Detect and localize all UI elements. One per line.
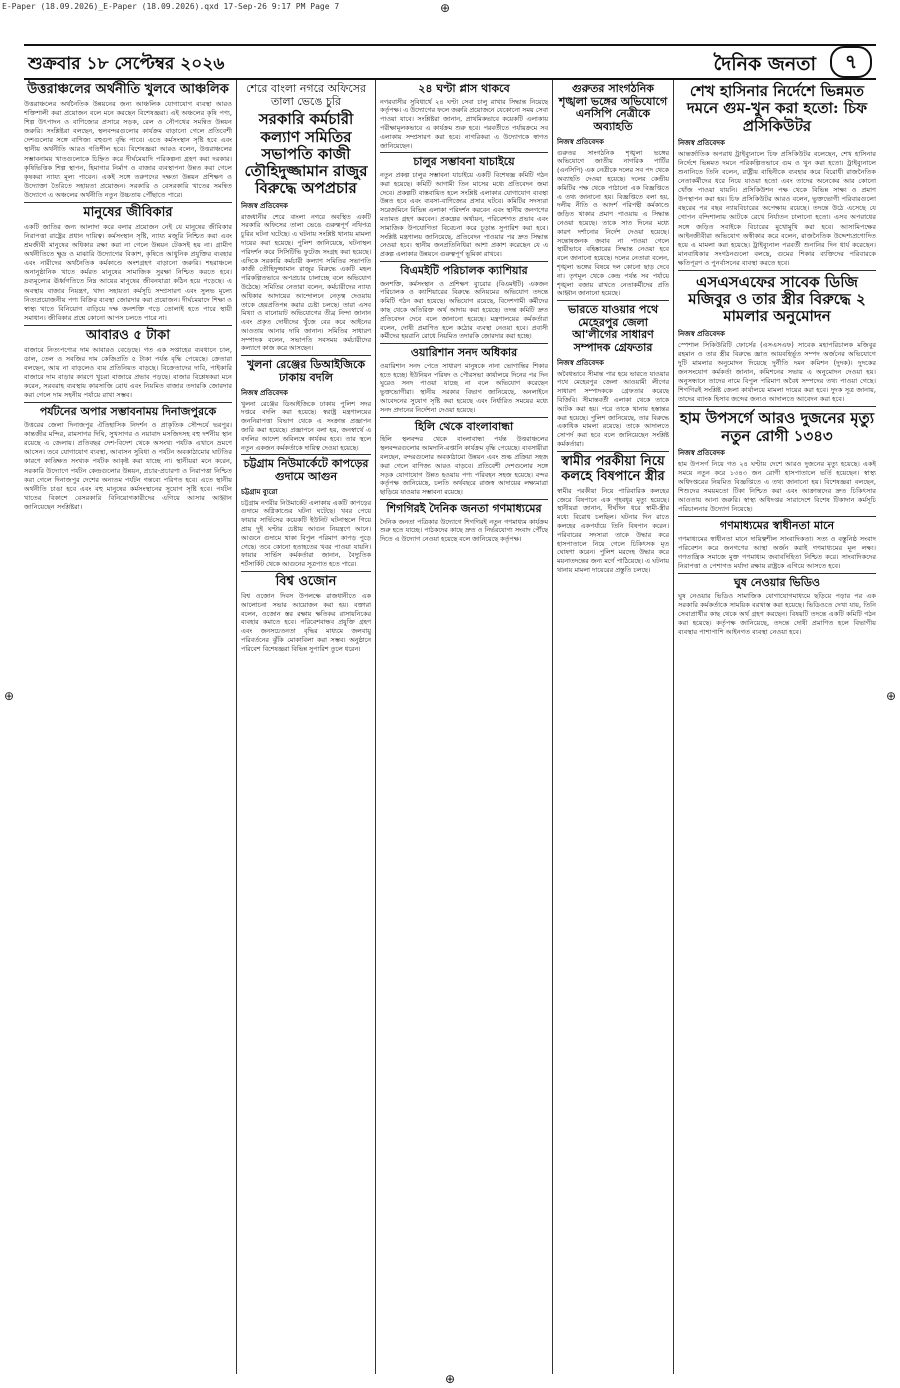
article-body: উত্তরের জেলা দিনাজপুর ঐতিহাসিক নিদর্শন ও প্রাকৃতিক সৌন্দর্যে ভরপুর। কান্তজীর মন্দির, রামসাগর দিঘি, সুখসাগর ও নয়াবাদ মসজিদসহ বহু দর্শনীয় স্থান রয়েছে এ জেলায়। প্রতিবছর দেশ-বিদেশ থেকে অসংখ্য পর্যটক এখানে ভ্রমণে আসেন। তবে যোগাযোগ ব্যবস্থা, আবাসন সুবিধা ও পর্যটন অবকাঠামোর ঘাটতির কারণে কাঙ্ক্ষিত সংখ্যক পর্যটক আকৃষ্ট করা যাচ্ছে না। স্থানীয়রা মনে করেন, সরকারি উদ্যোগে পর্যটন কেন্দ্রগুলোর উন্নয়ন, প্রচার-প্রচারণা ও নিরাপত্তা নিশ্চিত করা গেলে দিনাজপুর দেশের অন্যতম পর্যটন গন্তব্যে পরিণত হবে। এতে স্থানীয় অর্থনীতি চাঙা হবে এবং বহু মানুষের কর্মসংস্থানের সুযোগ সৃষ্টি হবে। পর্যটন খাতের বিকাশে বেসরকারি বিনিয়োগকারীদের এগিয়ে আসার আহ্বান জানিয়েছেন সংশ্লিষ্টরা। (24, 421, 232, 511)
article-body: ওয়ারিশান সনদ পেতে সাধারণ মানুষকে নানা ভোগান্তির শিকার হতে হচ্ছে। ইউনিয়ন পরিষদ ও পৌরসভা কার্যালয়ে দিনের পর দিন ঘুরেও সনদ পাওয়া যাচ্ছে না বলে অভিযোগ করেছেন ভুক্তভোগীরা। স্থানীয় সরকার বিভাগ জানিয়েছে, অনলাইনে আবেদনের সুযোগ সৃষ্টি করা হয়েছে এবং নির্ধারিত সময়ের মধ্যে সনদ প্রদানের নির্দেশনা দেওয়া হয়েছে। (380, 361, 548, 414)
column-5 (678, 80, 876, 1374)
article-body: জনশক্তি, কর্মসংস্থান ও প্রশিক্ষণ ব্যুরোর (বিএমইটি) একজন পরিচালক ও ক্যাশিয়ারের বিরুদ্ধে অনিয়মের অভিযোগ তদন্তে কমিটি গঠন করা হয়েছে। অভিযোগ রয়েছে, বিদেশগামী কর্মীদের কাছ থেকে অতিরিক্ত অর্থ আদায় করা হয়েছে। তদন্ত কমিটি দ্রুত প্রতিবেদন দেবে বলে জানানো হয়েছে। মন্ত্রণালয়ের কর্মকর্তারা বলেন, দোষী প্রমাণিত হলে কঠোর ব্যবস্থা নেওয়া হবে। প্রবাসী কর্মীদের হয়রানি রোধে নিয়মিত তদারকি জোরদার করা হচ্ছে। (380, 279, 548, 341)
headline: গণমাধ্যমের স্বাধীনতা মানে (719, 519, 835, 533)
headline: সরকারি কর্মচারী কল্যাণ সমিতির সভাপতি কাজী তৌহিদুজ্জামান রাজুর বিরুদ্ধে অপপ্রচার (244, 110, 368, 198)
divider (380, 261, 548, 262)
article-body: গণমাধ্যমের স্বাধীনতা মানে দায়িত্বশীল সাংবাদিকতা। সত্য ও বস্তুনিষ্ঠ সংবাদ পরিবেশন করে জনগণের আস্থা অর্জন করাই গণমাধ্যমের মূল লক্ষ্য। গণতান্ত্রিক সমাজে মুক্ত গণমাধ্যম জবাবদিহিতা নিশ্চিত করে। সাংবাদিকদের নিরাপত্তা ও পেশাগত মর্যাদা রক্ষায় রাষ্ট্রকে এগিয়ে আসতে হবে। (678, 535, 876, 571)
column-rule (673, 80, 674, 1374)
headline: ভারতে যাওয়ার পথে মেহেরপুর জেলা আ'লীগের সাধারণ সম্পাদক গ্রেফতার (567, 303, 659, 355)
byline: নিজস্ব প্রতিবেদক (241, 388, 288, 397)
headline: উত্তরাঞ্চলের অর্থনীতি খুলবে আঞ্চলিক (27, 82, 229, 97)
headline: আবারও ৫ টাকা (85, 327, 171, 343)
divider (241, 571, 371, 572)
headline: গুরুতর সাংগঠনিক শৃঙ্খলা ভঙ্গের অভিযোগে এনসিপি নেত্রীকে অব্যাহতি (558, 82, 668, 133)
article-body: নগরবাসীর সুবিধার্থে ২৪ ঘণ্টা সেবা চালু রাখার সিদ্ধান্ত নিয়েছে কর্তৃপক্ষ। এ উদ্যোগের ফলে জরুরি প্রয়োজনে যেকোনো সময় সেবা পাওয়া যাবে। সংশ্লিষ্টরা জানান, প্রাথমিকভাবে কয়েকটি এলাকায় পরীক্ষামূলকভাবে এ কার্যক্রম শুরু হবে। পরবর্তীতে পর্যায়ক্রমে সব এলাকায় সম্প্রসারণ করা হবে। নাগরিকরা এ উদ্যোগকে স্বাগত জানিয়েছেন। (380, 97, 548, 150)
registration-mark-bottom: ⊕ (444, 1372, 456, 1386)
headline: এসএসএফের সাবেক ডিজি মজিবুর ও তার স্ত্রীর বিরুদ্ধে ২ মামলার অনুমোদন (688, 272, 866, 326)
headline: বিশ্ব ওজোন (275, 574, 337, 589)
headline: ২৪ ঘণ্টা প্লাস থাকবে (418, 82, 510, 95)
divider (557, 300, 669, 301)
divider (380, 343, 548, 344)
column-2 (241, 80, 371, 1374)
article-body: স্পেশাল সিকিউরিটি ফোর্সের (এসএসএফ) সাবেক মহাপরিচালক মজিবুর রহমান ও তার স্ত্রীর বিরুদ্ধে জ্ঞাত আয়বহির্ভূত সম্পদ অর্জনের অভিযোগে দুটি মামলার অনুমোদন দিয়েছে দুর্নীতি দমন কমিশন (দুদক)। দুদকের জনসংযোগ কর্মকর্তা জানান, কমিশনের সভায় এ অনুমোদন দেওয়া হয়। অনুসন্ধানে তাদের নামে বিপুল পরিমাণ অবৈধ সম্পদের তথ্য পাওয়া গেছে। শিগগিরই সংশ্লিষ্ট জেলা কার্যালয়ে মামলা দায়ের করা হবে। দুদক সূত্র জানায়, তাদের ব্যাংক হিসাব জব্দের জন্যও আদালতে আবেদন করা হবে। (678, 340, 876, 404)
divider (380, 499, 548, 500)
headline: ঘুষ নেওয়ার ভিডিও (733, 576, 821, 590)
byline: নিজস্ব প্রতিবেদক (678, 448, 725, 457)
column-rule (552, 80, 553, 1374)
headline: চট্টগ্রাম নিউমার্কেটে কাপড়ের গুদামে আগুন (243, 457, 369, 483)
divider (380, 152, 548, 153)
article-body: দৈনিক জনতা পত্রিকার উদ্যোগে শিগগিরই নতুন গণমাধ্যম কার্যক্রম শুরু হতে যাচ্ছে। পাঠকদের কাছে দ্রুত ও নির্ভরযোগ্য সংবাদ পৌঁছে দিতে এ উদ্যোগ নেওয়া হয়েছে বলে জানিয়েছে কর্তৃপক্ষ। (380, 517, 548, 544)
article-body: গুরুতর সাংগঠনিক শৃঙ্খলা ভঙ্গের অভিযোগে জাতীয় নাগরিক পার্টির (এনসিপি) এক নেত্রীকে দলের সব পদ থেকে অব্যাহতি দেওয়া হয়েছে। দলের কেন্দ্রীয় কমিটির পক্ষ থেকে পাঠানো এক বিজ্ঞপ্তিতে এ তথ্য জানানো হয়। বিজ্ঞপ্তিতে বলা হয়, দলীয় নীতি ও আদর্শ পরিপন্থী কর্মকাণ্ডে জড়িত থাকার প্রমাণ পাওয়ায় এ সিদ্ধান্ত নেওয়া হয়েছে। তাকে সাত দিনের মধ্যে কারণ দর্শানোর নির্দেশ দেওয়া হয়েছে। সন্তোষজনক জবাব না পাওয়া গেলে স্থায়ীভাবে বহিষ্কারের সিদ্ধান্ত নেওয়া হবে বলে জানানো হয়েছে। দলের নেতারা বলেন, শৃঙ্খলা ভঙ্গের বিষয়ে দল কোনো ছাড় দেবে না। তৃণমূল থেকে কেন্দ্র পর্যন্ত সব পর্যায়ে শৃঙ্খলা বজায় রাখতে নেতাকর্মীদের প্রতি আহ্বান জানানো হয়েছে। (557, 148, 669, 298)
article-body: ঘুষ নেওয়ার ভিডিও সামাজিক যোগাযোগমাধ্যমে ছড়িয়ে পড়ার পর এক সরকারি কর্মকর্তাকে সাময়িক বরখাস্ত করা হয়েছে। ভিডিওতে দেখা যায়, তিনি সেবাপ্রার্থীর কাছ থেকে অর্থ গ্রহণ করছেন। বিষয়টি তদন্তে একটি কমিটি গঠন করা হয়েছে। কর্তৃপক্ষ জানিয়েছে, তদন্তে দোষী প্রমাণিত হলে বিভাগীয় ব্যবস্থার পাশাপাশি আইনগত ব্যবস্থা নেওয়া হবে। (678, 592, 876, 637)
byline: চট্টগ্রাম ব্যুরো (241, 487, 278, 496)
article-body: আন্তর্জাতিক অপরাধ ট্রাইব্যুনালে চিফ প্রসিকিউটর বলেছেন, শেখ হাসিনার নির্দেশে ভিন্নমত দমনে পরিকল্পিতভাবে গুম ও খুন করা হতো। ট্রাইব্যুনালে শুনানিতে তিনি বলেন, রাষ্ট্রীয় বাহিনীকে ব্যবহার করে বিরোধী রাজনৈতিক নেতাকর্মীদের ধরে নিয়ে যাওয়া হতো এবং তাদের অনেকের আর কোনো খোঁজ পাওয়া যায়নি। প্রসিকিউশন পক্ষ থেকে বিভিন্ন সাক্ষ্য ও প্রমাণ উপস্থাপন করা হয়। চিফ প্রসিকিউটর আরও বলেন, ভুক্তভোগী পরিবারগুলো বছরের পর বছর ন্যায়বিচারের অপেক্ষায় রয়েছে। তদন্তে উঠে এসেছে যে গোপন বন্দিশালায় আটকে রেখে নির্যাতন চালানো হতো। এসব অপরাধের সঙ্গে জড়িত সবাইকে বিচারের মুখোমুখি করা হবে। আসামিপক্ষের আইনজীবীরা অভিযোগ অস্বীকার করে বলেন, রাজনৈতিক উদ্দেশ্যপ্রণোদিত হয়ে এ মামলা করা হয়েছে। ট্রাইব্যুনাল পরবর্তী শুনানির দিন ধার্য করেছেন। মানবাধিকার সংগঠনগুলো বলছে, গুমের শিকার ব্যক্তিদের পরিবারকে ক্ষতিপূরণ ও পুনর্বাসনের ব্যবস্থা করতে হবে। (678, 149, 876, 267)
headline: খুলনা রেঞ্জের ডিআইজিকে ঢাকায় বদলি (246, 358, 366, 384)
article-body: নতুন প্রকল্প চালুর সম্ভাবনা যাচাইয়ে একটি বিশেষজ্ঞ কমিটি গঠন করা হয়েছে। কমিটি আগামী তিন মাসের মধ্যে প্রতিবেদন জমা দেবে। প্রকল্পটি বাস্তবায়িত হলে সংশ্লিষ্ট এলাকার যোগাযোগ ব্যবস্থা উন্নত হবে এবং ব্যবসা-বাণিজ্যের প্রসার ঘটবে। কমিটির সদস্যরা সরেজমিনে বিভিন্ন এলাকা পরিদর্শন করবেন এবং স্থানীয় জনগণের মতামত গ্রহণ করবেন। প্রকল্পের অর্থায়ন, পরিবেশগত প্রভাব এবং সামাজিক উপযোগিতা বিবেচনা করে চূড়ান্ত সুপারিশ করা হবে। সংশ্লিষ্ট মন্ত্রণালয় জানিয়েছে, প্রতিবেদন পাওয়ার পর দ্রুত সিদ্ধান্ত নেওয়া হবে। স্থানীয় জনপ্রতিনিধিরা আশা প্রকাশ করেছেন যে এ প্রকল্প এলাকার উন্নয়নে গুরুত্বপূর্ণ ভূমিকা রাখবে। (380, 171, 548, 259)
headline: ওয়ারিশান সনদ অধিকার (410, 346, 518, 360)
headline: চালুর সম্ভাবনা যাচাইয়ে (413, 155, 515, 169)
byline: নিজস্ব প্রতিবেদক (241, 201, 288, 210)
article-body: উত্তরাঞ্চলের অর্থনৈতিক উন্নয়নের জন্য আঞ্চলিক যোগাযোগ ব্যবস্থা আরও শক্তিশালী করা প্রয়োজন বলে মনে করছেন বিশেষজ্ঞরা। এই অঞ্চলের কৃষি পণ্য, শিল্প উৎপাদন ও বাণিজ্যের প্রসারে সড়ক, রেল ও নৌপথের সমন্বিত উন্নয়ন জরুরি। সংশ্লিষ্টরা বলছেন, স্থলবন্দরগুলোর কার্যক্রম বাড়ানো গেলে প্রতিবেশী দেশগুলোর সঙ্গে বাণিজ্য বহুগুণ বৃদ্ধি পাবে। এতে কর্মসংস্থান সৃষ্টি হবে এবং স্থানীয় অর্থনীতি আরও গতিশীল হবে। বিশেষজ্ঞরা আরও বলেন, উত্তরাঞ্চলের সম্ভাবনাময় খাতগুলোকে চিহ্নিত করে দীর্ঘমেয়াদি পরিকল্পনা গ্রহণ করা দরকার। কৃষিভিত্তিক শিল্প স্থাপন, হিমাগার নির্মাণ ও বাজার ব্যবস্থাপনা উন্নত করা গেলে কৃষকরা ন্যায্য মূল্য পাবেন। একই সঙ্গে তরুণদের দক্ষতা উন্নয়ন প্রশিক্ষণ ও উদ্যোক্তা তৈরিতে সহায়তা প্রয়োজন। সরকারি ও বেসরকারি খাতের সমন্বিত উদ্যোগে এ অঞ্চলের অর্থনীতি নতুন উচ্চতায় পৌঁছাতে পারে। (24, 99, 232, 199)
byline: নিজস্ব প্রতিবেদক (557, 358, 604, 367)
registration-mark-left: ⊕ (4, 689, 15, 703)
byline: নিজস্ব প্রতিবেদক (678, 138, 725, 147)
article-body: হিলি স্থলবন্দর থেকে বাংলাবান্ধা পর্যন্ত উত্তরাঞ্চলের স্থলবন্দরগুলোর আমদানি-রপ্তানি কার্যক্রম বৃদ্ধি পেয়েছে। ব্যবসায়ীরা বলছেন, বন্দরগুলোর অবকাঠামো উন্নয়ন এবং শুল্ক প্রক্রিয়া সহজ করা গেলে বাণিজ্য আরও বাড়বে। প্রতিবেশী দেশগুলোর সঙ্গে সড়ক যোগাযোগ উন্নত হওয়ায় পণ্য পরিবহন সহজ হয়েছে। বন্দর কর্তৃপক্ষ জানিয়েছে, চলতি অর্থবছরে রাজস্ব আদায়ের লক্ষ্যমাত্রা ছাড়িয়ে যাওয়ার সম্ভাবনা রয়েছে। (380, 435, 548, 497)
masthead (24, 44, 876, 80)
article-body: স্বামীর পরকীয়া নিয়ে পারিবারিক কলহের জেরে বিষপানে এক গৃহবধূর মৃত্যু হয়েছে। স্থানীয়রা জানান, দীর্ঘদিন ধরে স্বামী-স্ত্রীর মধ্যে বিরোধ চলছিল। ঘটনার দিন রাতে কলহের একপর্যায়ে তিনি বিষপান করেন। পরিবারের সদস্যরা তাকে উদ্ধার করে হাসপাতালে নিয়ে গেলে চিকিৎসক মৃত ঘোষণা করেন। পুলিশ মরদেহ উদ্ধার করে ময়নাতদন্তের জন্য মর্গে পাঠিয়েছে। এ ঘটনায় থানায় মামলা দায়েরের প্রস্তুতি চলছে। (557, 486, 669, 574)
article-body: বাজারে নিত্যপণ্যের দাম আবারও বেড়েছে। গত এক সপ্তাহের ব্যবধানে চাল, ডাল, তেল ও সবজির দাম কেজিপ্রতি ৫ টাকা পর্যন্ত বৃদ্ধি পেয়েছে। ক্রেতারা বলছেন, আয় না বাড়লেও ব্যয় প্রতিনিয়ত বাড়ছে। বিক্রেতাদের দাবি, পাইকারি বাজারে দাম বাড়ার কারণে খুচরা বাজারে প্রভাব পড়ছে। বাজার বিশ্লেষকরা মনে করেন, সরবরাহ ব্যবস্থায় কারসাজি রোধ এবং নিয়মিত বাজার তদারকি জোরদার করা গেলে দাম সহনীয় পর্যায়ে রাখা সম্ভব। (24, 345, 232, 400)
article-body: একটি জাতির জন্য আলাদা করে বলার প্রয়োজন নেই যে মানুষের জীবিকার নিরাপত্তা রাষ্ট্রের প্রধান দায়িত্ব। কর্মসংস্থান সৃষ্টি, ন্যায্য মজুরি নিশ্চিত করা এবং শ্রমজীবী মানুষের অধিকার রক্ষা করা না গেলে উন্নয়ন টেকসই হয় না। গ্রামীণ অর্থনীতিতে ক্ষুদ্র ও মাঝারি উদ্যোগের বিকাশ, কৃষিতে আধুনিক প্রযুক্তির ব্যবহার এবং নারীদের অর্থনৈতিক কর্মকাণ্ডে অংশগ্রহণ বাড়ানো জরুরি। শহরাঞ্চলে অনানুষ্ঠানিক খাতে কর্মরত মানুষের সামাজিক সুরক্ষা নিশ্চিত করতে হবে। দ্রব্যমূল্যের ঊর্ধ্বগতিতে নিম্ন আয়ের মানুষের জীবনযাত্রা কঠিন হয়ে পড়েছে। এ অবস্থায় বাজার নিয়ন্ত্রণ, খাদ্য সহায়তা কর্মসূচি সম্প্রসারণ এবং সুলভ মূল্যে নিত্যপ্রয়োজনীয় পণ্য বিক্রির ব্যবস্থা জোরদার করা প্রয়োজন। দীর্ঘমেয়াদে শিক্ষা ও স্বাস্থ্য খাতে বিনিয়োগ বাড়িয়ে দক্ষ জনশক্তি গড়ে তোলাই হতে পারে স্থায়ী সমাধান। জীবিকার প্রশ্নে কোনো আপস চলতে পারে না। (24, 222, 232, 322)
divider (678, 516, 876, 517)
divider (24, 402, 232, 403)
article-body: বিশ্ব ওজোন দিবস উপলক্ষে রাজধানীতে এক আলোচনা সভার আয়োজন করা হয়। বক্তারা বলেন, ওজোন স্তর রক্ষায় ক্ষতিকর রাসায়নিকের ব্যবহার কমাতে হবে। পরিবেশবান্ধব প্রযুক্তি গ্রহণ এবং জনসচেতনতা বৃদ্ধির মাধ্যমে জলবায়ু পরিবর্তনের ঝুঁকি মোকাবিলা করা সম্ভব। অনুষ্ঠানে পরিবেশ বিশেষজ্ঞরা বিভিন্ন সুপারিশ তুলে ধরেন। (241, 591, 371, 653)
headline: হিলি থেকে বাংলাবান্ধা (414, 419, 514, 433)
headline: শিগগিরই দৈনিক জনতা গণমাধ্যমের (386, 501, 542, 515)
kicker: শেরে বাংলা নগরে অফিসের তালা ভেঙে চুরি (245, 82, 367, 108)
divider (380, 417, 548, 418)
article-body: হাম উপসর্গ নিয়ে গত ২৪ ঘণ্টায় দেশে আরও দুজনের মৃত্যু হয়েছে। একই সময়ে নতুন করে ১৩৪৩ জন রোগী হাসপাতালে ভর্তি হয়েছেন। স্বাস্থ্য অধিদপ্তরের নিয়মিত বিজ্ঞপ্তিতে এ তথ্য জানানো হয়। বিশেষজ্ঞরা বলছেন, শিশুদের সময়মতো টিকা নিশ্চিত করা এবং আক্রান্তদের দ্রুত চিকিৎসার আওতায় আনা জরুরি। স্বাস্থ্য অধিদপ্তর সারাদেশে বিশেষ টিকাদান কর্মসূচি পরিচালনার উদ্যোগ নিয়েছে। (678, 459, 876, 514)
divider (678, 270, 876, 271)
headline: বিএমইটি পরিচালক ক্যাশিয়ার (400, 264, 528, 278)
article-body: অবৈধভাবে সীমান্ত পার হয়ে ভারতে যাওয়ার পথে মেহেরপুর জেলা আওয়ামী লীগের সাধারণ সম্পাদককে গ্রেফতার করেছে বিজিবি। সীমান্তবর্তী এলাকা থেকে তাকে আটক করা হয়। পরে তাকে থানায় হস্তান্তর করা হয়েছে। পুলিশ জানিয়েছে, তার বিরুদ্ধে একাধিক মামলা রয়েছে। তাকে আদালতে সোপর্দ করা হবে বলে জানিয়েছেন সংশ্লিষ্ট কর্মকর্তারা। (557, 369, 669, 449)
page-number: ৭ (830, 46, 872, 78)
headline: শেখ হাসিনার নির্দেশে ভিন্নমত দমনে গুম-খুন করা হতো: চিফ প্রসিকিউটর (686, 82, 868, 135)
registration-mark-top: ⊕ (440, 1, 451, 15)
headline: মানুষের জীবিকার (83, 204, 173, 220)
divider (678, 406, 876, 407)
headline: স্বামীর পরকীয়া নিয়ে কলহে বিষপানে স্ত্রীর (561, 453, 665, 484)
article-body: খুলনা রেঞ্জের ডিআইজিকে ঢাকায় পুলিশ সদর দপ্তরে বদলি করা হয়েছে। স্বরাষ্ট্র মন্ত্রণালয়ের জননিরাপত্তা বিভাগ থেকে এ সংক্রান্ত প্রজ্ঞাপন জারি করা হয়েছে। প্রজ্ঞাপনে বলা হয়, জনস্বার্থে এ বদলির আদেশ অবিলম্বে কার্যকর হবে। তার স্থলে নতুন একজন কর্মকর্তাকে দায়িত্ব দেওয়া হয়েছে। (241, 399, 371, 452)
divider (241, 355, 371, 356)
registration-mark-right: ⊕ (885, 689, 896, 703)
divider (24, 325, 232, 326)
article-body: চট্টগ্রাম নগরীর নিউমার্কেট এলাকায় একটি কাপড়ের গুদামে অগ্নিকাণ্ডের ঘটনা ঘটেছে। খবর পেয়ে ফায়ার সার্ভিসের কয়েকটি ইউনিট ঘটনাস্থলে গিয়ে প্রায় দুই ঘণ্টার চেষ্টায় আগুন নিয়ন্ত্রণে আনে। আগুনে গুদামে থাকা বিপুল পরিমাণ কাপড় পুড়ে গেছে। তবে কোনো হতাহতের খবর পাওয়া যায়নি। ফায়ার সার্ভিস কর্মকর্তারা জানান, বৈদ্যুতিক শর্টসার্কিট থেকে আগুনের সূত্রপাত হতে পারে। (241, 498, 371, 569)
headline: পর্যটনের অপার সম্ভাবনাময় দিনাজপুরকে (39, 405, 217, 419)
article-body: রাজধানীর শেরে বাংলা নগরে অবস্থিত একটি সরকারি অফিসের তালা ভেঙে গুরুত্বপূর্ণ নথিপত্র চুরির ঘটনা ঘটেছে। এ ঘটনায় সংশ্লিষ্ট থানায় মামলা দায়ের করা হয়েছে। পুলিশ জানিয়েছে, ঘটনাস্থল পরিদর্শন করে সিসিটিভি ফুটেজ সংগ্রহ করা হয়েছে। এদিকে সরকারি কর্মচারী কল্যাণ সমিতির সভাপতি কাজী তৌহিদুজ্জামান রাজুর বিরুদ্ধে একটি মহল পরিকল্পিতভাবে অপপ্রচার চালাচ্ছে বলে অভিযোগ উঠেছে। সমিতির নেতারা বলেন, কর্মচারীদের ন্যায্য অধিকার আদায়ের আন্দোলনে নেতৃত্ব দেওয়ায় তাকে হেয়প্রতিপন্ন করার চেষ্টা চলছে। তারা এসব মিথ্যা ও বানোয়াট অভিযোগের তীব্র নিন্দা জানান এবং প্রকৃত দোষীদের খুঁজে বের করে আইনের আওতায় আনার দাবি জানান। সমিতির সাধারণ সম্পাদক বলেন, সভাপতি সবসময় কর্মচারীদের কল্যাণে কাজ করে আসছেন। (241, 212, 371, 353)
headline: হাম উপসর্গে আরও দুজনের মৃত্যু নতুন রোগী ১৩৪৩ (679, 409, 875, 445)
file-info: E-Paper (18.09.2026)_E-Paper (18.09.2026).qxd 17-Sep-26 9:17 PM Page 7 (2, 2, 340, 11)
column-rule (236, 80, 237, 1374)
issue-date: শুক্রবার ১৮ সেপ্টেম্বর ২০২৬ (28, 54, 225, 74)
column-rule (375, 80, 376, 1374)
byline: নিজস্ব প্রতিবেদক (557, 137, 604, 146)
byline: নিজস্ব প্রতিবেদক (678, 329, 725, 338)
column-4 (557, 80, 669, 1374)
divider (24, 202, 232, 203)
divider (678, 573, 876, 574)
newspaper-name: দৈনিক জনতা (713, 53, 816, 75)
column-1 (24, 80, 232, 1374)
divider (241, 454, 371, 455)
column-3 (380, 80, 548, 1374)
divider (557, 451, 669, 452)
